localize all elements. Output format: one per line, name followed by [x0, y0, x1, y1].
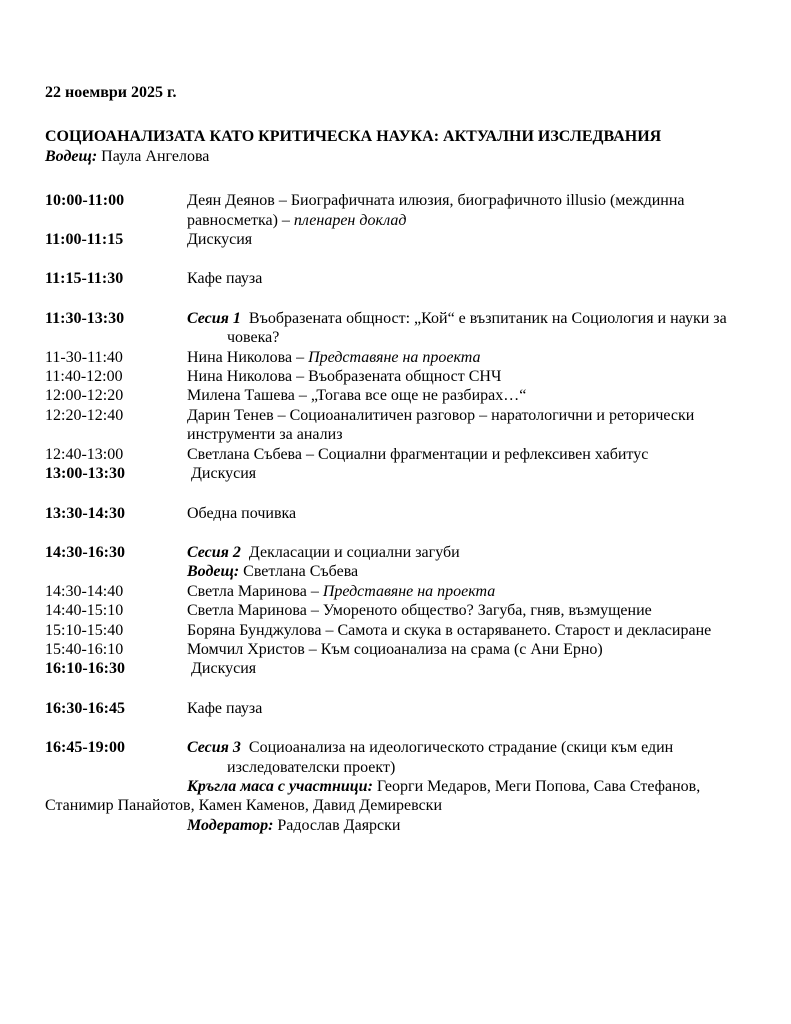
- text-segment: Боряна Бунджулова – Самота и скука в остаряването. Старост и декласиране: [187, 621, 712, 639]
- text-segment: равносметка) –: [187, 211, 294, 229]
- event-description: [187, 621, 761, 640]
- schedule-row: [45, 309, 761, 348]
- text-segment: Георги Медаров, Меги Попова, Сава Стефанов,: [372, 777, 701, 795]
- event-description: [187, 738, 761, 777]
- schedule-row: [45, 699, 761, 718]
- text-segment: Сесия 2: [187, 543, 241, 561]
- text-segment: пленарен доклад: [293, 211, 407, 229]
- schedule-row: [45, 269, 761, 288]
- roundtable-text: [45, 777, 761, 816]
- event-description: [187, 699, 761, 718]
- roundtable-paragraph: [45, 777, 761, 816]
- event-description: [187, 601, 761, 620]
- event-description: [187, 406, 761, 445]
- event-description: [187, 191, 761, 230]
- text-segment: Водещ:: [187, 563, 240, 581]
- schedule-row: [45, 406, 761, 445]
- text-segment: изследователски проект): [227, 758, 396, 776]
- text-segment: Станимир Панайотов, Камен Каменов, Давид Демиревски: [45, 797, 442, 815]
- event-description: [187, 367, 761, 386]
- event-description: [187, 562, 761, 581]
- program-host-line: [45, 147, 761, 166]
- text-segment: Дискусия: [187, 231, 253, 249]
- time-slot: 13:00-13:30: [45, 465, 125, 483]
- text-segment: Обедна почивка: [187, 504, 297, 522]
- time-slot: 12:20-12:40: [45, 406, 124, 424]
- text-segment: Дискусия: [187, 660, 257, 678]
- schedule-row: [45, 191, 761, 230]
- time-slot: 11:40-12:00: [45, 368, 123, 386]
- event-description: [187, 269, 761, 288]
- text-segment: Светла Маринова – Умореното общество? Загуба, гняв, възмущение: [187, 602, 652, 620]
- schedule-row: [45, 386, 761, 405]
- text-segment: Деян Деянов – Биографичната илюзия, биографичното illusio (междинна: [187, 192, 685, 210]
- text-segment: Модератор:: [187, 816, 274, 834]
- time-slot: 14:30-16:30: [45, 543, 125, 561]
- event-description: [187, 640, 761, 659]
- text-segment: Милена Ташева – „Тогава все още не разбирах…“: [187, 387, 527, 405]
- event-description: [187, 348, 761, 367]
- text-segment: Кафе пауза: [187, 699, 263, 717]
- schedule-row: [45, 348, 761, 367]
- time-slot: 14:40-15:10: [45, 602, 124, 620]
- time-slot: 11:00-11:15: [45, 231, 124, 249]
- schedule-row: [45, 640, 761, 659]
- event-description: [187, 816, 761, 835]
- schedule-row: [45, 230, 761, 249]
- schedule-row: [45, 543, 761, 562]
- text-segment: Радослав Даярски: [273, 816, 401, 834]
- event-description: [187, 582, 761, 601]
- time-slot: 16:45-19:00: [45, 739, 125, 757]
- text-segment: човека?: [227, 329, 280, 347]
- text-segment: Момчил Христов – Към социоанализа на срама (с Ани Ерно): [187, 640, 603, 658]
- text-segment: Светла Маринова –: [187, 582, 323, 600]
- host-label: Водещ:: [45, 147, 98, 165]
- text-segment: Дискусия: [187, 465, 257, 483]
- event-description: [187, 659, 761, 678]
- schedule-row: [45, 367, 761, 386]
- time-slot: 11:30-13:30: [45, 309, 125, 327]
- time-slot: 12:00-12:20: [45, 387, 124, 405]
- text-segment: Нина Николова –: [187, 348, 309, 366]
- text-segment: Декласации и социални загуби: [240, 543, 460, 561]
- time-slot: 11-30-11:40: [45, 348, 123, 366]
- time-slot: 15:10-15:40: [45, 621, 124, 639]
- text-segment: Представяне на проекта: [322, 582, 496, 600]
- schedule-row: [45, 504, 761, 523]
- schedule-row: [45, 464, 761, 483]
- event-description: [187, 504, 761, 523]
- text-segment: Светлана Събева: [239, 563, 359, 581]
- host-name: Паула Ангелова: [97, 147, 210, 165]
- text-segment: Социоанализа на идеологическото страдание (скици към един: [240, 739, 674, 757]
- time-slot: 11:15-11:30: [45, 270, 124, 288]
- program-date: 22 ноември 2025 г.: [45, 84, 177, 101]
- text-segment: Нина Николова – Въобразената общност СНЧ: [187, 368, 502, 386]
- time-slot: [45, 816, 187, 835]
- event-description: [187, 464, 761, 483]
- time-slot: 16:30-16:45: [45, 699, 125, 717]
- schedule-row: [45, 738, 761, 777]
- schedule-row: [45, 582, 761, 601]
- event-description: [187, 543, 761, 562]
- schedule-row: [45, 621, 761, 640]
- time-slot: 13:30-14:30: [45, 504, 125, 522]
- schedule: [45, 191, 761, 835]
- text-segment: Светлана Събева – Социални фрагментации и рефлексивен хабитус: [187, 445, 649, 463]
- text-segment: Въобразената общност: „Кой“ е възпитаник на Социология и науки за: [240, 309, 727, 327]
- event-description: [187, 309, 761, 348]
- time-slot: 16:10-16:30: [45, 660, 125, 678]
- text-segment: Сесия 1: [187, 309, 241, 327]
- schedule-row: [45, 659, 761, 678]
- event-description: [187, 386, 761, 405]
- time-slot: 14:30-14:40: [45, 582, 124, 600]
- time-slot: 10:00-11:00: [45, 192, 125, 210]
- page-title: СОЦИОАНАЛИЗАТА КАТО КРИТИЧЕСКА НАУКА: АКТУАЛНИ ИЗСЛЕДВАНИЯ: [45, 128, 662, 146]
- time-slot: 12:40-13:00: [45, 445, 124, 463]
- schedule-row: [45, 562, 761, 581]
- schedule-row: [45, 816, 761, 835]
- time-slot: [45, 562, 187, 581]
- text-segment: Сесия 3: [187, 739, 241, 757]
- time-slot: 15:40-16:10: [45, 640, 124, 658]
- schedule-row: [45, 601, 761, 620]
- schedule-row: [45, 445, 761, 464]
- text-segment: Дарин Тенев – Социоаналитичен разговор – наратологични и реторически: [187, 406, 695, 424]
- event-description: [187, 230, 761, 249]
- text-segment: Представяне на проекта: [308, 348, 481, 366]
- event-description: [187, 445, 761, 464]
- text-segment: Кръгла маса с участници:: [187, 777, 373, 795]
- text-segment: инструменти за анализ: [187, 426, 343, 444]
- text-segment: Кафе пауза: [187, 270, 263, 288]
